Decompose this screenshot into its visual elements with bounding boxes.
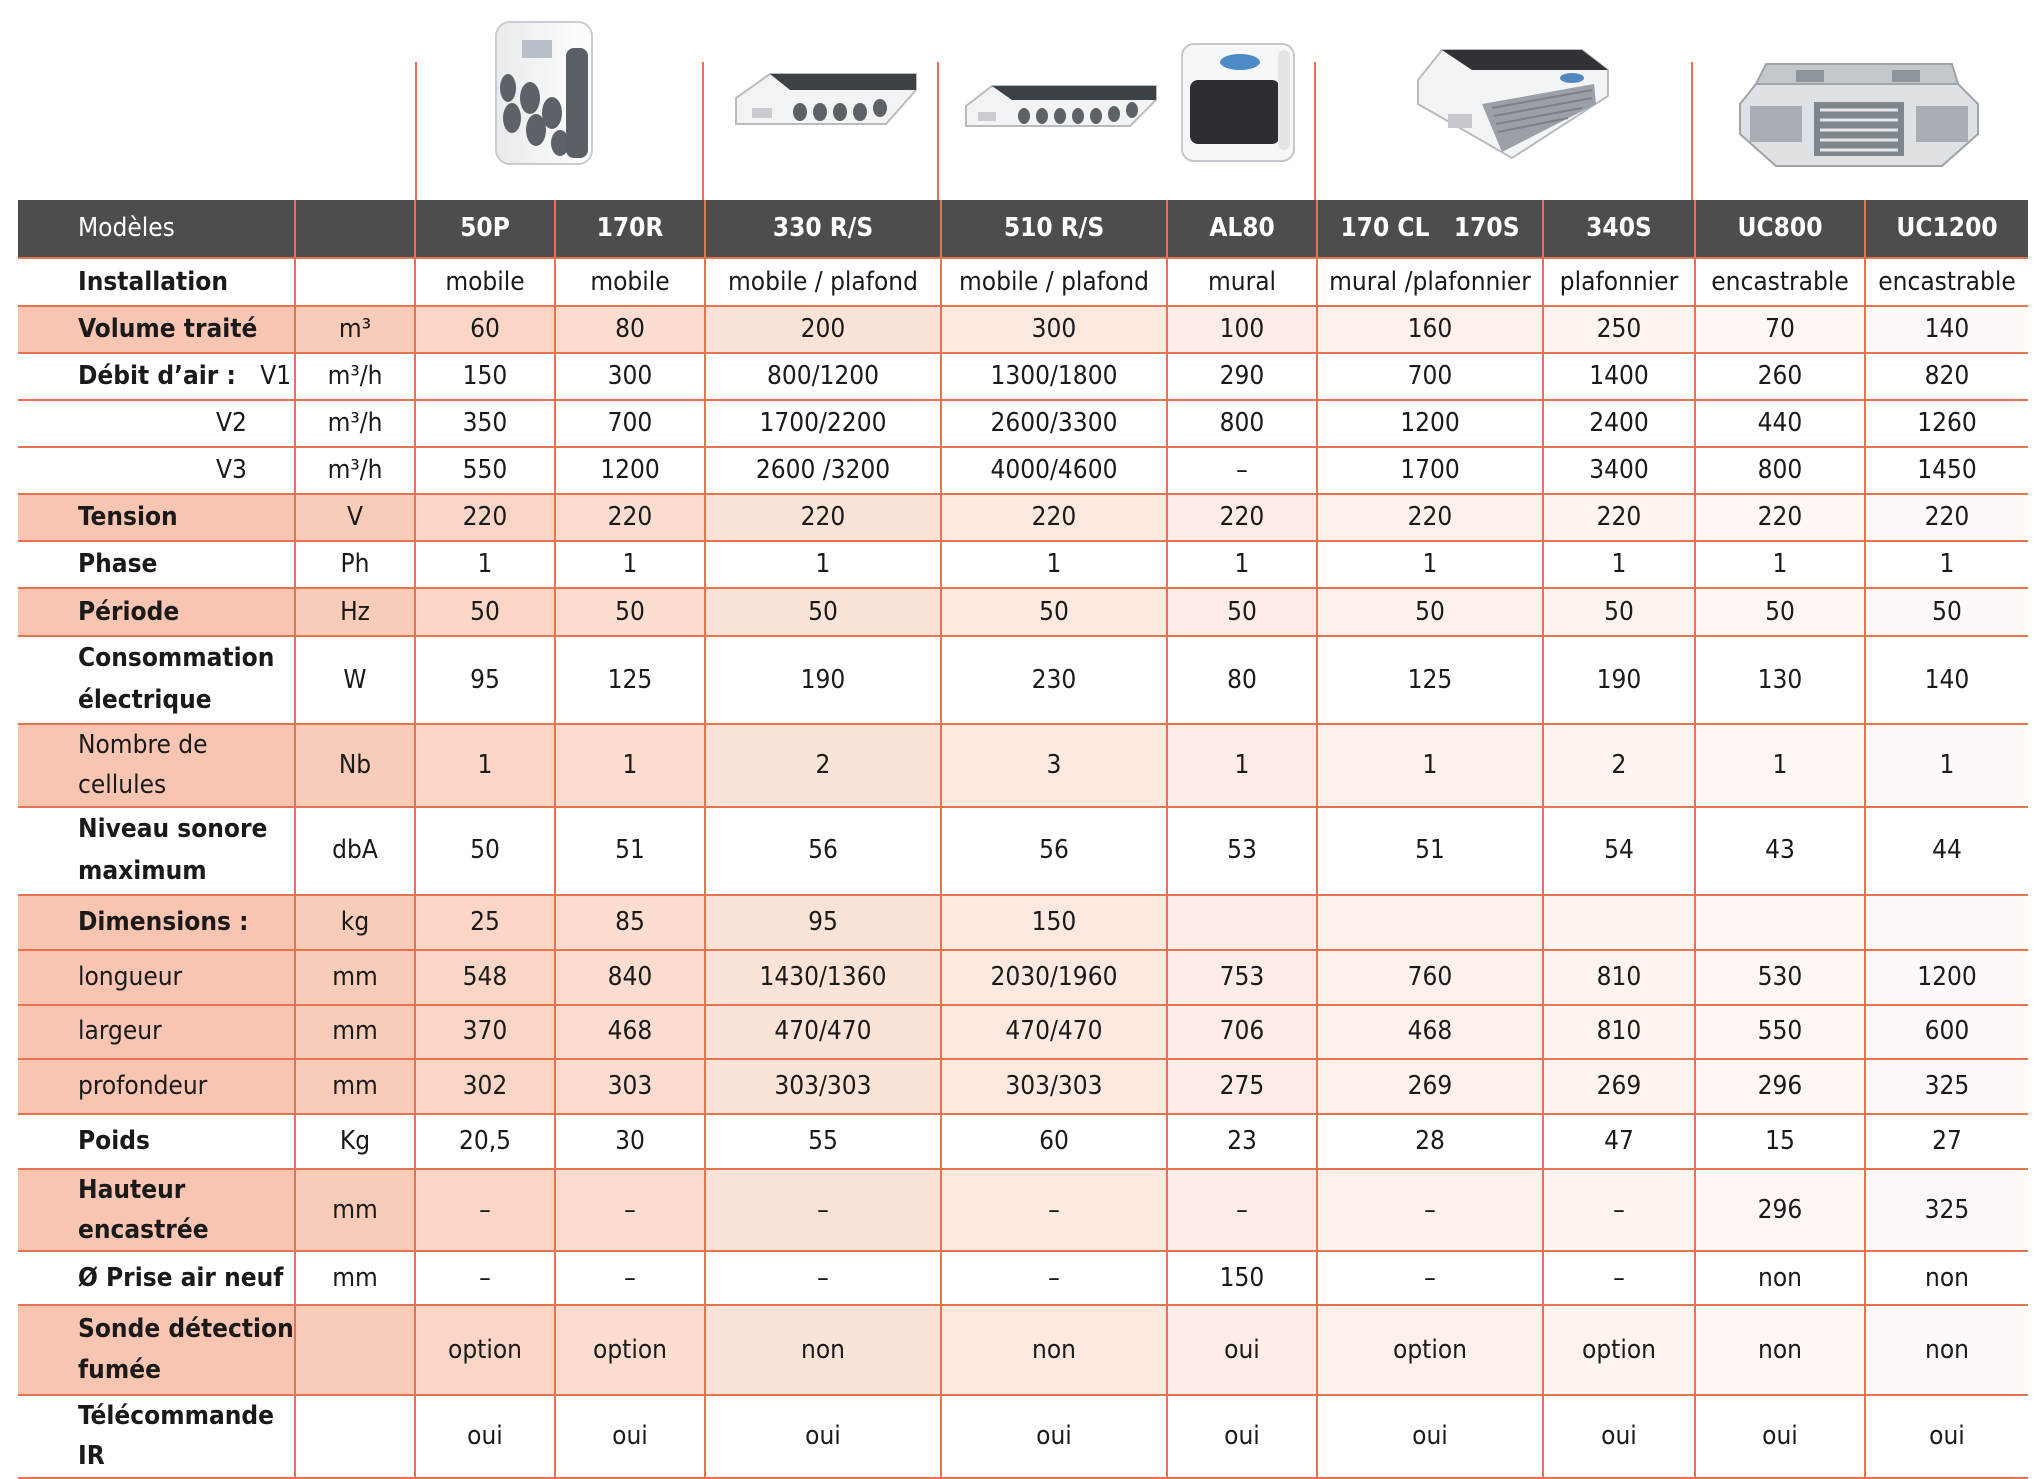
cell-value: 760	[1317, 950, 1543, 1005]
cell-value: 1	[415, 541, 555, 588]
debit-sublabel: V1	[260, 361, 292, 392]
cell-value: –	[555, 1251, 705, 1305]
row-unit: Ph	[295, 541, 415, 588]
table-row-poids	[18, 1114, 2028, 1169]
cell-value: 60	[941, 1114, 1167, 1169]
cell-value: 530	[1695, 950, 1865, 1005]
header-label: Modèles	[18, 200, 295, 258]
cell-value: mobile	[555, 258, 705, 306]
cell-value: 2400	[1543, 400, 1695, 447]
table-row-profondeur	[18, 1059, 2028, 1114]
cell-value: mobile	[415, 258, 555, 306]
cell-value: 1	[555, 724, 705, 807]
cell-value: –	[415, 1251, 555, 1305]
row-label-line1: Consommation	[78, 643, 275, 674]
cell-value: 2	[705, 724, 941, 807]
cell-value: 1	[415, 724, 555, 807]
table-row-volume	[18, 306, 2028, 353]
cell-value: 468	[1317, 1005, 1543, 1059]
cell-value: 250	[1543, 306, 1695, 353]
row-unit: mm	[295, 1251, 415, 1305]
cell-value: 700	[555, 400, 705, 447]
row-label	[18, 807, 295, 895]
row-unit: mm	[295, 1169, 415, 1252]
cell-value: 220	[705, 494, 941, 541]
table-row-periode	[18, 588, 2028, 636]
table-row-sonde	[18, 1305, 2028, 1395]
cell-value: oui	[941, 1395, 1167, 1478]
cell-value: 50	[1865, 588, 2028, 636]
row-unit: kg	[295, 895, 415, 950]
product-images-strip	[0, 0, 2036, 200]
cell-value: 290	[1167, 353, 1317, 400]
cell-value: mobile / plafond	[941, 258, 1167, 306]
cell-value: 370	[415, 1005, 555, 1059]
model-name: 510 R/S	[941, 200, 1167, 258]
cell-value: 190	[1543, 636, 1695, 724]
cell-value: oui	[1695, 1395, 1865, 1478]
cell-value: option	[1543, 1305, 1695, 1395]
cell-value: oui	[1543, 1395, 1695, 1478]
row-unit: V	[295, 494, 415, 541]
table-row-hauteur	[18, 1169, 2028, 1252]
row-unit	[295, 1395, 415, 1478]
column-separator	[1691, 62, 1693, 200]
header-row	[18, 200, 2028, 258]
cell-value: 470/470	[941, 1005, 1167, 1059]
cell-value: 50	[1543, 588, 1695, 636]
cell-value: 220	[415, 494, 555, 541]
table-row-telecommande	[18, 1395, 2028, 1478]
cell-value: 3400	[1543, 447, 1695, 494]
row-label: Dimensions :	[18, 895, 295, 950]
cell-value: –	[705, 1169, 941, 1252]
cell-value: 706	[1167, 1005, 1317, 1059]
cell-value: 85	[555, 895, 705, 950]
cell-value: 753	[1167, 950, 1317, 1005]
cell-value: 200	[705, 306, 941, 353]
cell-value: 350	[415, 400, 555, 447]
cell-value: 4000/4600	[941, 447, 1167, 494]
model-name: 340S	[1543, 200, 1695, 258]
cell-value: 130	[1695, 636, 1865, 724]
row-label	[18, 1305, 295, 1395]
cell-value: 50	[415, 588, 555, 636]
cell-value: 1260	[1865, 400, 2028, 447]
cell-value: non	[941, 1305, 1167, 1395]
cell-value: 43	[1695, 807, 1865, 895]
cell-value: 190	[705, 636, 941, 724]
cell-value: 25	[415, 895, 555, 950]
row-label-line1: Niveau sonore	[78, 814, 268, 844]
cell-value: 303	[555, 1059, 705, 1114]
table-row-largeur	[18, 1005, 2028, 1059]
cell-value: 820	[1865, 353, 2028, 400]
column-separator	[937, 62, 939, 200]
cell-value: 800/1200	[705, 353, 941, 400]
row-label: largeur	[18, 1005, 295, 1059]
row-unit: m³/h	[295, 400, 415, 447]
table-row-phase	[18, 541, 2028, 588]
table-row-installation	[18, 258, 2028, 306]
row-label: longueur	[18, 950, 295, 1005]
cell-value: 51	[555, 807, 705, 895]
cell-value: 1	[1695, 541, 1865, 588]
cell-value: non	[1695, 1305, 1865, 1395]
cell-value: oui	[415, 1395, 555, 1478]
cell-value: option	[1317, 1305, 1543, 1395]
wall-unit-al80-icon	[1178, 40, 1298, 165]
cell-value: 20,5	[415, 1114, 555, 1169]
cell-value: 260	[1695, 353, 1865, 400]
row-label-line2: maximum	[78, 855, 207, 886]
column-separator	[415, 62, 417, 200]
cell-value: 2	[1543, 724, 1695, 807]
cell-value: 1200	[1865, 950, 2028, 1005]
cell-value: 840	[555, 950, 705, 1005]
cell-value: 1	[1865, 724, 2028, 807]
cell-value: 1400	[1543, 353, 1695, 400]
cell-value: 220	[555, 494, 705, 541]
cell-value: 54	[1543, 807, 1695, 895]
cell-value: 220	[1865, 494, 2028, 541]
cell-value: 600	[1865, 1005, 2028, 1059]
cell-value: 3	[941, 724, 1167, 807]
cell-value: 50	[1167, 588, 1317, 636]
tower-purifier-icon	[490, 18, 602, 168]
cell-value: 150	[941, 895, 1167, 950]
cell-value: 269	[1317, 1059, 1543, 1114]
cell-value: 53	[1167, 807, 1317, 895]
cell-value: 810	[1543, 950, 1695, 1005]
cell-value: oui	[1167, 1395, 1317, 1478]
cell-value: 160	[1317, 306, 1543, 353]
row-label: Phase	[18, 541, 295, 588]
cell-value	[1543, 895, 1695, 950]
cell-value: 80	[555, 306, 705, 353]
row-unit: Hz	[295, 588, 415, 636]
cell-value: non	[1865, 1305, 2028, 1395]
table-row-debit-v1	[18, 353, 2028, 400]
cell-value: –	[941, 1251, 1167, 1305]
cell-value: oui	[1167, 1305, 1317, 1395]
table-row-debit-v2	[18, 400, 2028, 447]
table-row-debit-v3	[18, 447, 2028, 494]
cell-value: option	[415, 1305, 555, 1395]
cell-value: 95	[415, 636, 555, 724]
row-label: Tension	[18, 494, 295, 541]
cell-value: 50	[705, 588, 941, 636]
cell-value	[1317, 895, 1543, 950]
cell-value: 50	[1317, 588, 1543, 636]
row-unit: m³/h	[295, 447, 415, 494]
cell-value: –	[1317, 1251, 1543, 1305]
cell-value: 47	[1543, 1114, 1695, 1169]
cell-value: 300	[555, 353, 705, 400]
cell-value: option	[555, 1305, 705, 1395]
row-label-line1: Sonde détection	[78, 1313, 294, 1344]
row-unit	[295, 258, 415, 306]
row-label: Installation	[18, 258, 295, 306]
cell-value: 468	[555, 1005, 705, 1059]
cell-value: non	[705, 1305, 941, 1395]
cell-value: 1430/1360	[705, 950, 941, 1005]
cell-value: encastrable	[1695, 258, 1865, 306]
cell-value: –	[1543, 1169, 1695, 1252]
cell-value: 15	[1695, 1114, 1865, 1169]
table-row-cellules	[18, 724, 2028, 807]
row-label: Télécommande IR	[18, 1395, 295, 1478]
ceiling-unit-510-icon	[962, 80, 1160, 136]
row-unit: mm	[295, 1059, 415, 1114]
cell-value: 44	[1865, 807, 2028, 895]
cell-value: 700	[1317, 353, 1543, 400]
cell-value: 300	[941, 306, 1167, 353]
ceiling-cassette-340s-icon	[1412, 44, 1612, 164]
cell-value: 302	[415, 1059, 555, 1114]
cell-value: 28	[1317, 1114, 1543, 1169]
cell-value	[1695, 895, 1865, 950]
cell-value: 1200	[555, 447, 705, 494]
cell-value: –	[705, 1251, 941, 1305]
table-row-longueur	[18, 950, 2028, 1005]
row-label: profondeur	[18, 1059, 295, 1114]
row-sublabel: V2	[18, 400, 295, 447]
row-label: Hauteur encastrée	[18, 1169, 295, 1252]
row-unit: m³	[295, 306, 415, 353]
model-name: 50P	[415, 200, 555, 258]
cell-value: 50	[941, 588, 1167, 636]
cell-value	[1167, 895, 1317, 950]
cell-value: 50	[555, 588, 705, 636]
row-label-line2: électrique	[78, 685, 212, 715]
cell-value: –	[1167, 1169, 1317, 1252]
cell-value: 275	[1167, 1059, 1317, 1114]
cell-value: non	[1695, 1251, 1865, 1305]
cell-value: oui	[555, 1395, 705, 1478]
cell-value: 56	[705, 807, 941, 895]
cell-value: plafonnier	[1543, 258, 1695, 306]
cell-value: 30	[555, 1114, 705, 1169]
cell-value: –	[555, 1169, 705, 1252]
header-unit	[295, 200, 415, 258]
cell-value: mural /plafonnier	[1317, 258, 1543, 306]
cell-value: 303/303	[705, 1059, 941, 1114]
table-row-tension	[18, 494, 2028, 541]
cell-value: 296	[1695, 1059, 1865, 1114]
row-label: Nombre de cellules	[18, 724, 295, 807]
cell-value: 1	[555, 541, 705, 588]
spec-table	[18, 200, 2028, 1479]
row-unit: Kg	[295, 1114, 415, 1169]
cell-value: 140	[1865, 306, 2028, 353]
column-separator	[1314, 62, 1316, 200]
cell-value: –	[1543, 1251, 1695, 1305]
cell-value: 150	[1167, 1251, 1317, 1305]
cell-value: 1	[1167, 724, 1317, 807]
cell-value: 70	[1695, 306, 1865, 353]
cell-value: 269	[1543, 1059, 1695, 1114]
cell-value: 220	[941, 494, 1167, 541]
cell-value: 125	[1317, 636, 1543, 724]
row-sublabel: V3	[18, 447, 295, 494]
row-unit: m³/h	[295, 353, 415, 400]
model-name: UC1200	[1865, 200, 2028, 258]
cell-value: 50	[1695, 588, 1865, 636]
cell-value: –	[1317, 1169, 1543, 1252]
cell-value: 27	[1865, 1114, 2028, 1169]
cell-value: –	[415, 1169, 555, 1252]
row-unit	[295, 1305, 415, 1395]
row-unit: mm	[295, 1005, 415, 1059]
cell-value: 470/470	[705, 1005, 941, 1059]
row-label	[18, 353, 295, 400]
cell-value: 800	[1167, 400, 1317, 447]
model-name: 170 CL 170S	[1317, 200, 1543, 258]
row-label-line2: fumée	[78, 1355, 161, 1386]
row-label: Ø Prise air neuf	[18, 1251, 295, 1305]
cell-value: non	[1865, 1251, 2028, 1305]
cell-value: –	[1167, 447, 1317, 494]
cell-value: 2600/3300	[941, 400, 1167, 447]
cell-value: 1450	[1865, 447, 2028, 494]
cell-value: 95	[705, 895, 941, 950]
row-unit: dbA	[295, 807, 415, 895]
cell-value: 1	[1543, 541, 1695, 588]
cell-value: 1	[705, 541, 941, 588]
cell-value: 325	[1865, 1169, 2028, 1252]
cell-value: 548	[415, 950, 555, 1005]
ceiling-unit-330-icon	[730, 68, 920, 138]
row-unit: mm	[295, 950, 415, 1005]
cell-value: 550	[415, 447, 555, 494]
cell-value: 1	[1865, 541, 2028, 588]
cell-value: 125	[555, 636, 705, 724]
cell-value: 1	[941, 541, 1167, 588]
cell-value: 51	[1317, 807, 1543, 895]
cell-value: oui	[1865, 1395, 2028, 1478]
cell-value: 1	[1317, 541, 1543, 588]
table-row-prise	[18, 1251, 2028, 1305]
cell-value: 550	[1695, 1005, 1865, 1059]
cell-value: 50	[415, 807, 555, 895]
model-name: AL80	[1167, 200, 1317, 258]
cell-value: 56	[941, 807, 1167, 895]
cell-value: 220	[1167, 494, 1317, 541]
cell-value: 80	[1167, 636, 1317, 724]
cell-value: 150	[415, 353, 555, 400]
cell-value: 1	[1317, 724, 1543, 807]
cell-value: 220	[1543, 494, 1695, 541]
cell-value: 325	[1865, 1059, 2028, 1114]
cell-value: 296	[1695, 1169, 1865, 1252]
cell-value: 2030/1960	[941, 950, 1167, 1005]
cell-value: oui	[1317, 1395, 1543, 1478]
cell-value: 23	[1167, 1114, 1317, 1169]
row-unit: Nb	[295, 724, 415, 807]
table-row-consommation	[18, 636, 2028, 724]
table-row-sonore	[18, 807, 2028, 895]
cell-value: mobile / plafond	[705, 258, 941, 306]
cell-value: encastrable	[1865, 258, 2028, 306]
column-separator	[702, 62, 704, 200]
row-label	[18, 636, 295, 724]
cell-value: 800	[1695, 447, 1865, 494]
model-name: 330 R/S	[705, 200, 941, 258]
cell-value: 220	[1695, 494, 1865, 541]
cell-value	[1865, 895, 2028, 950]
recessed-unit-uc-icon	[1736, 58, 1982, 174]
debit-label: Débit d’air :	[78, 361, 236, 392]
row-label: Volume traité	[18, 306, 295, 353]
cell-value: 1300/1800	[941, 353, 1167, 400]
cell-value: 55	[705, 1114, 941, 1169]
row-label: Poids	[18, 1114, 295, 1169]
cell-value: 2600 /3200	[705, 447, 941, 494]
cell-value: 1700	[1317, 447, 1543, 494]
cell-value: 1	[1695, 724, 1865, 807]
row-label: Période	[18, 588, 295, 636]
cell-value: 1200	[1317, 400, 1543, 447]
cell-value: 220	[1317, 494, 1543, 541]
cell-value: 1700/2200	[705, 400, 941, 447]
model-name: 170R	[555, 200, 705, 258]
cell-value: –	[941, 1169, 1167, 1252]
cell-value: 230	[941, 636, 1167, 724]
cell-value: 810	[1543, 1005, 1695, 1059]
cell-value: 60	[415, 306, 555, 353]
cell-value: 440	[1695, 400, 1865, 447]
table-row-dimensions	[18, 895, 2028, 950]
cell-value: 303/303	[941, 1059, 1167, 1114]
cell-value: 100	[1167, 306, 1317, 353]
row-unit: W	[295, 636, 415, 724]
cell-value: oui	[705, 1395, 941, 1478]
cell-value: 140	[1865, 636, 2028, 724]
model-name: UC800	[1695, 200, 1865, 258]
cell-value: mural	[1167, 258, 1317, 306]
cell-value: 1	[1167, 541, 1317, 588]
